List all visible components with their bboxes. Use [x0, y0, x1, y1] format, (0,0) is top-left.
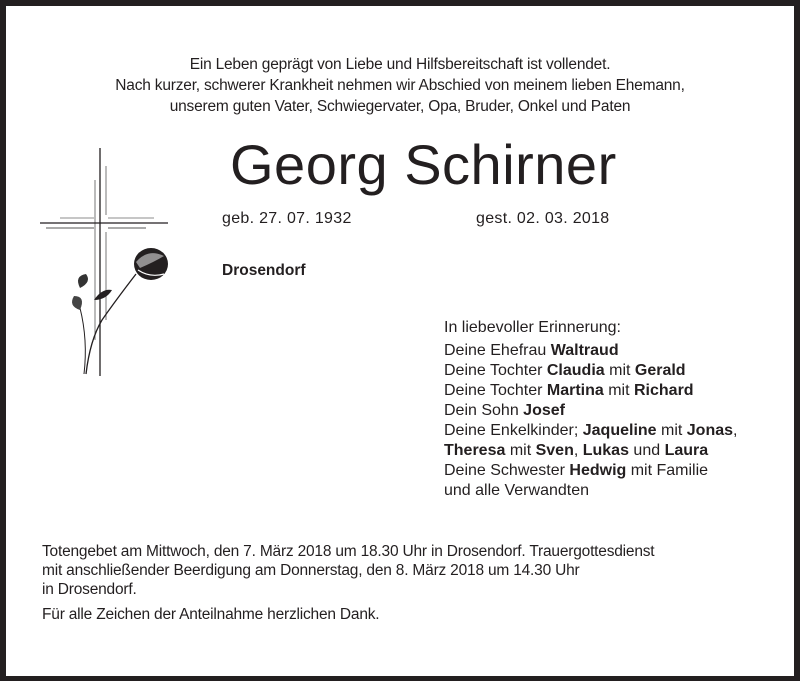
mourner-name: Martina [546, 382, 604, 399]
mourner-line [444, 381, 737, 401]
intro-line: Ein Leben geprägt von Liebe und Hilfsbereitschaft ist vollendet. [189, 56, 611, 73]
mourner-relation: Deine Tochter [444, 382, 547, 399]
death-date: gest. 02. 03. 2018 [476, 210, 610, 227]
mourner-line [444, 481, 737, 501]
mourner-relation: und [628, 442, 665, 459]
cross-with-rose-icon [36, 140, 176, 385]
deceased-name: Georg Schirner [230, 133, 617, 196]
mourner-line [444, 421, 737, 441]
service-info [42, 542, 654, 624]
mourner-relation: Deine Enkelkinder; [444, 422, 583, 439]
mourners-heading: In liebevoller Erinnerung: [444, 319, 621, 336]
obituary-notice [6, 6, 794, 676]
mourner-relation: mit [656, 422, 687, 439]
mourner-name: Jonas [686, 422, 734, 439]
mourner-lines [444, 341, 737, 501]
mourner-name: Richard [634, 382, 694, 399]
service-line: Totengebet am Mittwoch, den 7. März 2018 um 18.30 Uhr in Drosendorf. Trauergottesdienst [42, 543, 655, 560]
mourner-line [444, 441, 737, 461]
intro-text [6, 54, 794, 117]
mourner-relation: mit [505, 442, 536, 459]
mourner-relation: mit [604, 362, 635, 379]
mourner-name: Hedwig [569, 462, 627, 479]
mourners-list [444, 318, 737, 501]
mourner-name: Gerald [634, 362, 686, 379]
mourner-name: Theresa [444, 442, 506, 459]
residence-place: Drosendorf [222, 262, 306, 279]
mourner-line [444, 361, 737, 381]
mourner-name: Josef [523, 402, 565, 419]
mourner-relation: Deine Tochter [444, 362, 547, 379]
service-line: mit anschließender Beerdigung am Donnerstag, den 8. März 2018 um 14.30 Uhr [42, 562, 580, 579]
mourner-name: Waltraud [550, 342, 619, 359]
mourner-line [444, 341, 737, 361]
thanks-line: Für alle Zeichen der Anteilnahme herzlichen Dank. [42, 606, 380, 623]
mourner-name: Jaqueline [582, 422, 657, 439]
intro-line: Nach kurzer, schwerer Krankheit nehmen wir Abschied von meinem lieben Ehemann, [115, 77, 685, 94]
birth-date: geb. 27. 07. 1932 [222, 210, 352, 227]
mourner-relation: Dein Sohn [444, 402, 524, 419]
mourner-line [444, 401, 737, 421]
mourner-relation: mit [603, 382, 634, 399]
mourner-relation: Deine Ehefrau [444, 342, 551, 359]
mourner-name: Sven [535, 442, 574, 459]
mourner-relation: Deine Schwester [444, 462, 570, 479]
service-line: in Drosendorf. [42, 581, 137, 598]
mourner-name: Lukas [582, 442, 629, 459]
mourner-relation: , [733, 422, 738, 439]
mourner-relation: und alle Verwandten [444, 482, 589, 499]
mourner-relation: mit Familie [626, 462, 709, 479]
mourner-name: Laura [664, 442, 709, 459]
mourner-line [444, 461, 737, 481]
intro-line: unserem guten Vater, Schwiegervater, Opa, Bruder, Onkel und Paten [169, 98, 631, 115]
mourner-relation: , [573, 442, 583, 459]
mourner-name: Claudia [546, 362, 605, 379]
